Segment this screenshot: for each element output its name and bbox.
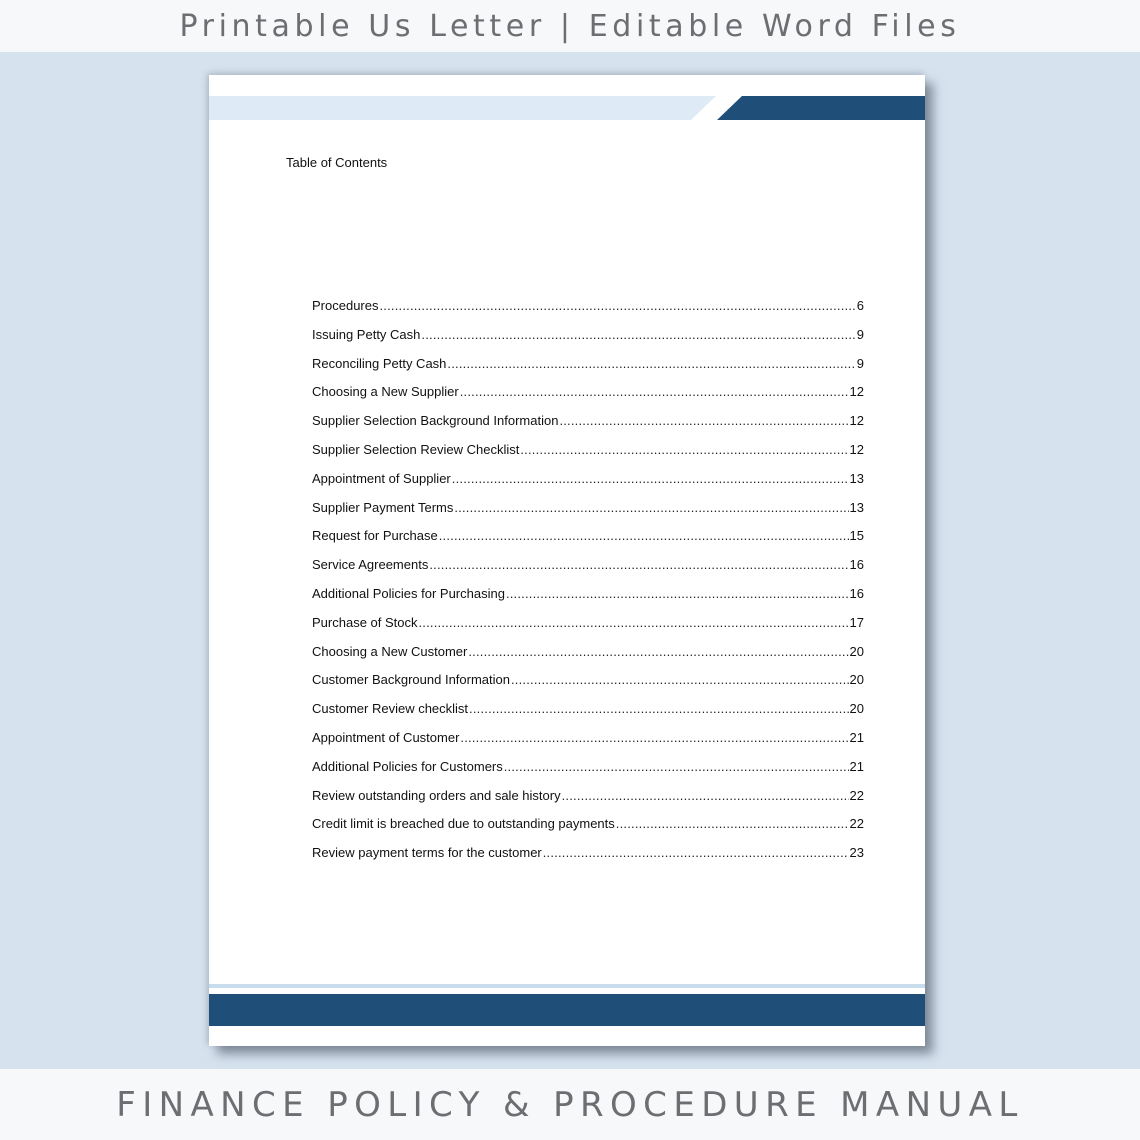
toc-entry-page: 9 bbox=[856, 355, 864, 371]
toc-entry-page: 20 bbox=[849, 672, 864, 688]
toc-dot-leader bbox=[419, 615, 849, 630]
toc-entry-title: Appointment of Customer bbox=[312, 729, 460, 745]
toc-entry-title: Additional Policies for Customers bbox=[312, 758, 503, 774]
toc-entry-page: 9 bbox=[856, 326, 864, 342]
footer-light-line bbox=[209, 984, 925, 988]
toc-entry[interactable] bbox=[312, 557, 864, 586]
bottom-banner bbox=[0, 1069, 1140, 1140]
toc-dot-leader bbox=[562, 788, 849, 803]
toc-entry-page: 17 bbox=[849, 614, 864, 630]
toc-entry[interactable] bbox=[312, 356, 864, 385]
top-banner bbox=[0, 0, 1140, 52]
toc-dot-leader bbox=[469, 701, 848, 716]
toc-entry-page: 20 bbox=[849, 701, 864, 717]
toc-entry-title: Reconciling Petty Cash bbox=[312, 355, 447, 371]
toc-entry-title: Supplier Selection Background Information bbox=[312, 413, 559, 429]
toc-entry[interactable] bbox=[312, 327, 864, 356]
toc-dot-leader bbox=[504, 759, 849, 774]
toc-entry[interactable] bbox=[312, 759, 864, 788]
toc-entry-page: 6 bbox=[856, 298, 864, 313]
toc-dot-leader bbox=[452, 471, 849, 486]
toc-dot-leader bbox=[520, 442, 848, 457]
toc-entry-page: 23 bbox=[849, 845, 864, 861]
toc-entry-title: Appointment of Supplier bbox=[312, 470, 451, 486]
toc-entry[interactable] bbox=[312, 586, 864, 615]
toc-entry-page: 13 bbox=[849, 470, 864, 486]
toc-entry-page: 22 bbox=[849, 787, 864, 803]
toc-entry-page: 22 bbox=[849, 816, 864, 832]
toc-entry[interactable] bbox=[312, 644, 864, 673]
toc-entry-page: 21 bbox=[849, 758, 864, 774]
toc-entry[interactable] bbox=[312, 730, 864, 759]
toc-dot-leader bbox=[468, 644, 848, 659]
toc-entry[interactable] bbox=[312, 788, 864, 817]
toc-entry[interactable] bbox=[312, 528, 864, 557]
toc-dot-leader bbox=[421, 327, 855, 342]
header-dark-band bbox=[717, 96, 925, 120]
toc-dot-leader bbox=[616, 816, 849, 831]
toc-entry-title: Customer Review checklist bbox=[312, 701, 469, 717]
toc-entry-page: 16 bbox=[849, 557, 864, 573]
footer-dark-band bbox=[209, 994, 925, 1026]
toc-dot-leader bbox=[543, 845, 849, 860]
toc-entry-title: Choosing a New Supplier bbox=[312, 384, 459, 400]
toc-entry[interactable] bbox=[312, 413, 864, 442]
top-banner-text: Printable Us Letter | Editable Word Files bbox=[179, 8, 961, 44]
toc-entry-page: 12 bbox=[849, 413, 864, 429]
toc-entry-page: 16 bbox=[849, 585, 864, 601]
toc-dot-leader bbox=[506, 586, 849, 601]
toc-entry[interactable] bbox=[312, 442, 864, 471]
toc-dot-leader bbox=[447, 356, 855, 371]
toc-entry-title: Request for Purchase bbox=[312, 528, 438, 544]
toc-entry-title: Service Agreements bbox=[312, 557, 429, 573]
toc-entry[interactable] bbox=[312, 615, 864, 644]
toc-entry-title: Review payment terms for the customer bbox=[312, 845, 542, 861]
toc-entry[interactable] bbox=[312, 701, 864, 730]
toc-entry-title: Choosing a New Customer bbox=[312, 643, 468, 659]
toc-entry-page: 20 bbox=[849, 643, 864, 659]
toc-dot-leader bbox=[559, 413, 848, 428]
toc-entry-page: 12 bbox=[849, 441, 864, 457]
toc-dot-leader bbox=[454, 500, 848, 515]
toc-entry[interactable] bbox=[312, 471, 864, 500]
toc-list bbox=[312, 298, 864, 874]
toc-entry-title: Supplier Selection Review Checklist bbox=[312, 441, 520, 457]
toc-entry-page: 21 bbox=[849, 729, 864, 745]
toc-entry-title: Purchase of Stock bbox=[312, 614, 418, 630]
toc-entry[interactable] bbox=[312, 845, 864, 874]
toc-entry-title: Additional Policies for Purchasing bbox=[312, 585, 505, 601]
toc-entry[interactable] bbox=[312, 384, 864, 413]
toc-entry-title: Procedures bbox=[312, 298, 379, 313]
toc-entry-title: Customer Background Information bbox=[312, 672, 510, 688]
toc-entry-title: Review outstanding orders and sale history bbox=[312, 787, 561, 803]
toc-heading: Table of Contents bbox=[286, 155, 388, 170]
toc-dot-leader bbox=[379, 298, 855, 313]
toc-entry-title: Issuing Petty Cash bbox=[312, 326, 421, 342]
toc-entry-page: 13 bbox=[849, 499, 864, 515]
toc-dot-leader bbox=[439, 528, 849, 543]
toc-entry-page: 15 bbox=[849, 528, 864, 544]
toc-entry[interactable] bbox=[312, 500, 864, 529]
toc-dot-leader bbox=[511, 672, 849, 687]
toc-entry-page: 12 bbox=[849, 384, 864, 400]
toc-dot-leader bbox=[460, 384, 849, 399]
header-light-band bbox=[209, 96, 716, 120]
bottom-banner-text: FINANCE POLICY & PROCEDURE MANUAL bbox=[116, 1084, 1024, 1125]
toc-entry-title: Credit limit is breached due to outstanding payments bbox=[312, 816, 615, 832]
toc-entry[interactable] bbox=[312, 298, 864, 327]
document-page bbox=[209, 75, 925, 1046]
toc-dot-leader bbox=[460, 730, 848, 745]
toc-dot-leader bbox=[429, 557, 848, 572]
toc-entry[interactable] bbox=[312, 816, 864, 845]
toc-entry-title: Supplier Payment Terms bbox=[312, 499, 454, 515]
toc-entry[interactable] bbox=[312, 672, 864, 701]
